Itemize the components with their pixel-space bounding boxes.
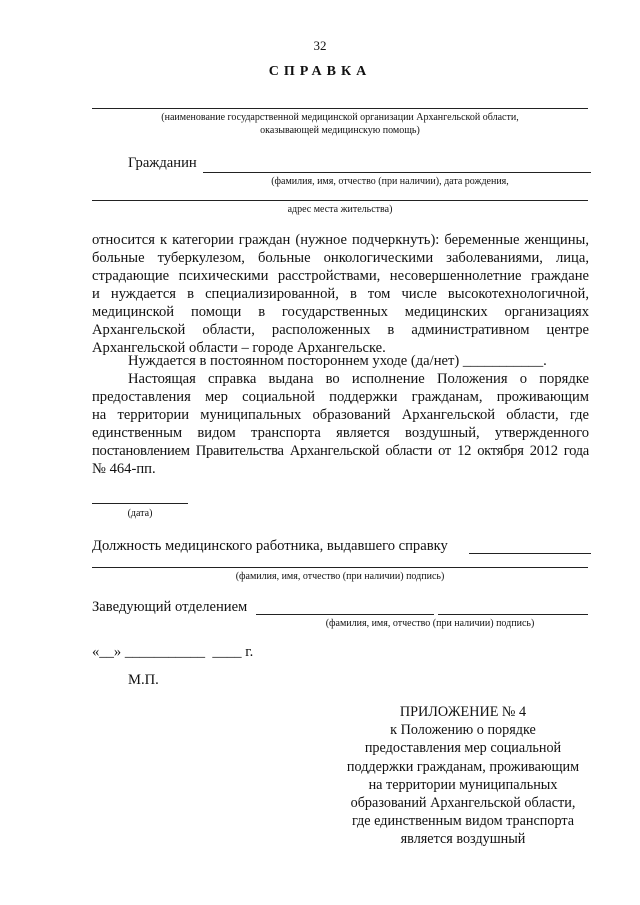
issue-date-line: «__» ___________ ____ г. xyxy=(92,644,254,660)
date-caption: (дата) xyxy=(127,508,153,519)
appendix-line: поддержки гражданам, проживающим xyxy=(346,758,580,775)
category-line: страдающие психическими расстройствами, несовершеннолетние граждане xyxy=(92,268,589,284)
appendix-line: на территории муниципальных xyxy=(368,776,558,793)
citizen-label: Гражданин xyxy=(128,155,197,171)
basis-line: постановлением Правительства Архангельской области от 12 октября 2012 года xyxy=(92,443,589,459)
org-caption-line2: оказывающей медицинскую помощь) xyxy=(260,125,420,136)
worker-line xyxy=(92,567,588,568)
citizen-line xyxy=(203,172,591,173)
stamp-place: М.П. xyxy=(128,672,159,688)
head-signature-line xyxy=(438,614,588,615)
page-number: 32 xyxy=(313,38,327,53)
position-line xyxy=(469,553,591,554)
basis-line: единственным видом транспорта является воздушный, утвержденного xyxy=(92,425,589,441)
document-title: СПРАВКА xyxy=(268,64,372,79)
date-line xyxy=(92,503,188,504)
category-line: медицинской помощи в государственных медицинских организациях xyxy=(92,304,589,320)
org-name-line xyxy=(92,108,588,109)
appendix-line: к Положению о порядке xyxy=(390,722,536,739)
citizen-caption: (фамилия, имя, отчество (при наличии), дата рождения, xyxy=(271,176,509,187)
head-name-line xyxy=(256,614,434,615)
head-label: Заведующий отделением xyxy=(92,599,248,615)
category-line: относится к категории граждан (нужное подчеркнуть): беременные женщины, xyxy=(92,232,589,248)
category-line: больные туберкулезом, больные онкологическими заболеваниями, лица, xyxy=(92,250,589,266)
appendix-block xyxy=(340,703,586,849)
appendix-line: является воздушный xyxy=(400,831,526,848)
category-paragraph xyxy=(92,231,589,357)
category-line: и нуждается в специализированной, в том числе высокотехнологичной, xyxy=(92,286,589,302)
basis-line: № 464-пп. xyxy=(92,461,156,477)
head-caption: (фамилия, имя, отчество (при наличии) подпись) xyxy=(325,618,535,629)
appendix-title: ПРИЛОЖЕНИЕ № 4 xyxy=(399,704,527,720)
address-caption: адрес места жительства) xyxy=(287,204,393,215)
basis-paragraph xyxy=(92,370,589,478)
address-line xyxy=(92,200,588,201)
care-need-line: Нуждается в постоянном постороннем уходе (да/нет) ___________. xyxy=(128,353,547,369)
worker-caption: (фамилия, имя, отчество (при наличии) подпись) xyxy=(235,571,445,582)
position-label: Должность медицинского работника, выдавшего справку xyxy=(92,538,448,554)
basis-line: Настоящая справка выдана во исполнение Положения о порядке xyxy=(128,371,589,387)
basis-line: предоставления мер социальной поддержки гражданам, проживающим xyxy=(92,389,589,405)
appendix-line: где единственным видом транспорта xyxy=(351,813,575,830)
category-line: Архангельской области, расположенных в административном центре xyxy=(92,322,589,338)
basis-line: на территории муниципальных образований Архангельской области, где xyxy=(92,407,589,423)
appendix-line: образований Архангельской области, xyxy=(350,795,576,812)
org-caption-line1: (наименование государственной медицинской организации Архангельской области, xyxy=(161,112,519,123)
category-line: Архангельской области – городе Архангельске. xyxy=(92,340,386,356)
appendix-line: предоставления мер социальной xyxy=(364,740,562,757)
